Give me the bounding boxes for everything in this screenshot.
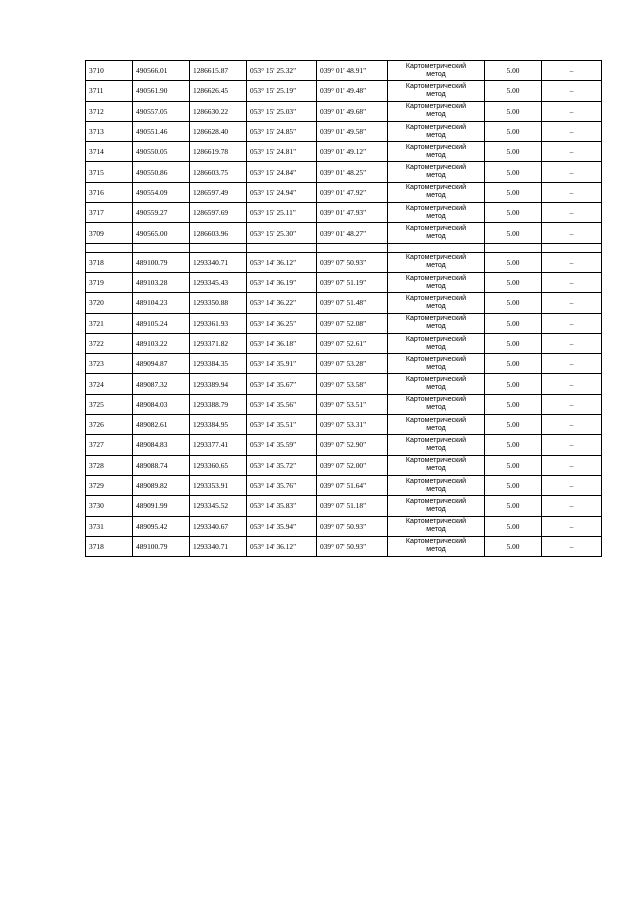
method-label-line1: Картометрический <box>405 416 467 424</box>
point-number-cell: 3730 <box>86 496 133 516</box>
table-row <box>86 415 602 435</box>
method-cell <box>388 223 485 243</box>
longitude-cell: 039° 01' 49.58" <box>317 121 388 141</box>
y-coordinate-cell: 1286597.69 <box>190 203 247 223</box>
table-row <box>86 313 602 333</box>
longitude-cell: 039° 01' 48.25" <box>317 162 388 182</box>
point-number-cell: 3715 <box>86 162 133 182</box>
longitude-cell: 039° 01' 49.68" <box>317 101 388 121</box>
x-coordinate-cell: 490566.01 <box>133 61 190 81</box>
x-coordinate-cell: 489091.99 <box>133 496 190 516</box>
longitude-cell: 039° 07' 51.18" <box>317 496 388 516</box>
empty-cell <box>317 243 388 252</box>
accuracy-cell: 5.00 <box>485 374 542 394</box>
method-cell <box>388 272 485 292</box>
note-cell: – <box>542 374 602 394</box>
latitude-cell: 053° 15' 24.94" <box>247 182 317 202</box>
method-cell <box>388 162 485 182</box>
accuracy-cell: 5.00 <box>485 313 542 333</box>
y-coordinate-cell: 1293340.71 <box>190 536 247 556</box>
latitude-cell: 053° 14' 36.18" <box>247 333 317 353</box>
empty-cell <box>485 243 542 252</box>
method-label-line1: Картометрический <box>405 164 467 172</box>
table-row <box>86 536 602 556</box>
longitude-cell: 039° 01' 47.92" <box>317 182 388 202</box>
method-label-line2: метод <box>426 323 446 331</box>
point-number-cell: 3726 <box>86 415 133 435</box>
note-cell: – <box>542 101 602 121</box>
latitude-cell: 053° 14' 35.51" <box>247 415 317 435</box>
empty-cell <box>247 243 317 252</box>
latitude-cell: 053° 14' 36.22" <box>247 293 317 313</box>
method-label-line1: Картометрический <box>405 184 467 192</box>
longitude-cell: 039° 07' 53.31" <box>317 415 388 435</box>
method-label-line1: Картометрический <box>405 355 467 363</box>
note-cell: – <box>542 354 602 374</box>
method-cell <box>388 394 485 414</box>
accuracy-cell: 5.00 <box>485 394 542 414</box>
latitude-cell: 053° 14' 36.12" <box>247 252 317 272</box>
table-row <box>86 142 602 162</box>
method-cell <box>388 516 485 536</box>
y-coordinate-cell: 1293389.94 <box>190 374 247 394</box>
x-coordinate-cell: 489088.74 <box>133 455 190 475</box>
method-label-line1: Картометрический <box>405 436 467 444</box>
method-label-line2: метод <box>426 131 446 139</box>
accuracy-cell: 5.00 <box>485 455 542 475</box>
point-number-cell: 3711 <box>86 81 133 101</box>
latitude-cell: 053° 14' 36.12" <box>247 536 317 556</box>
note-cell: – <box>542 496 602 516</box>
point-number-cell: 3721 <box>86 313 133 333</box>
point-number-cell: 3722 <box>86 333 133 353</box>
accuracy-cell: 5.00 <box>485 435 542 455</box>
point-number-cell: 3716 <box>86 182 133 202</box>
point-number-cell: 3717 <box>86 203 133 223</box>
empty-cell <box>190 243 247 252</box>
accuracy-cell: 5.00 <box>485 81 542 101</box>
method-cell <box>388 203 485 223</box>
latitude-cell: 053° 14' 36.25" <box>247 313 317 333</box>
x-coordinate-cell: 490554.09 <box>133 182 190 202</box>
x-coordinate-cell: 490550.86 <box>133 162 190 182</box>
method-label-line2: метод <box>426 343 446 351</box>
table-row <box>86 61 602 81</box>
x-coordinate-cell: 489084.83 <box>133 435 190 455</box>
accuracy-cell: 5.00 <box>485 496 542 516</box>
y-coordinate-cell: 1286597.49 <box>190 182 247 202</box>
accuracy-cell: 5.00 <box>485 333 542 353</box>
note-cell: – <box>542 252 602 272</box>
method-cell <box>388 455 485 475</box>
accuracy-cell: 5.00 <box>485 536 542 556</box>
point-number-cell: 3731 <box>86 516 133 536</box>
longitude-cell: 039° 07' 52.61" <box>317 333 388 353</box>
accuracy-cell: 5.00 <box>485 516 542 536</box>
method-cell <box>388 496 485 516</box>
method-label-line2: метод <box>426 363 446 371</box>
latitude-cell: 053° 14' 36.19" <box>247 272 317 292</box>
note-cell: – <box>542 475 602 495</box>
method-label-line2: метод <box>426 505 446 513</box>
longitude-cell: 039° 07' 50.93" <box>317 536 388 556</box>
point-number-cell: 3718 <box>86 252 133 272</box>
method-cell <box>388 354 485 374</box>
accuracy-cell: 5.00 <box>485 101 542 121</box>
point-number-cell: 3714 <box>86 142 133 162</box>
longitude-cell: 039° 01' 48.27" <box>317 223 388 243</box>
longitude-cell: 039° 07' 50.93" <box>317 516 388 536</box>
note-cell: – <box>542 182 602 202</box>
method-label-line1: Картометрический <box>405 143 467 151</box>
method-label-line2: метод <box>426 70 446 78</box>
method-cell <box>388 313 485 333</box>
x-coordinate-cell: 490559.27 <box>133 203 190 223</box>
latitude-cell: 053° 15' 24.84" <box>247 162 317 182</box>
y-coordinate-cell: 1293350.88 <box>190 293 247 313</box>
method-label-line1: Картометрический <box>405 82 467 90</box>
point-number-cell: 3729 <box>86 475 133 495</box>
x-coordinate-cell: 489104.23 <box>133 293 190 313</box>
longitude-cell: 039° 07' 53.28" <box>317 354 388 374</box>
y-coordinate-cell: 1293371.82 <box>190 333 247 353</box>
method-label-line2: метод <box>426 302 446 310</box>
empty-cell <box>86 243 133 252</box>
accuracy-cell: 5.00 <box>485 203 542 223</box>
method-cell <box>388 435 485 455</box>
accuracy-cell: 5.00 <box>485 223 542 243</box>
longitude-cell: 039° 01' 49.12" <box>317 142 388 162</box>
table-row <box>86 272 602 292</box>
empty-cell <box>388 243 485 252</box>
point-number-cell: 3725 <box>86 394 133 414</box>
latitude-cell: 053° 15' 25.03" <box>247 101 317 121</box>
note-cell: – <box>542 435 602 455</box>
table-row <box>86 333 602 353</box>
accuracy-cell: 5.00 <box>485 475 542 495</box>
method-label-line1: Картометрический <box>405 538 467 546</box>
note-cell: – <box>542 516 602 536</box>
note-cell: – <box>542 272 602 292</box>
accuracy-cell: 5.00 <box>485 182 542 202</box>
latitude-cell: 053° 15' 25.30" <box>247 223 317 243</box>
method-cell <box>388 333 485 353</box>
method-cell <box>388 293 485 313</box>
accuracy-cell: 5.00 <box>485 142 542 162</box>
table-row <box>86 293 602 313</box>
longitude-cell: 039° 07' 51.64" <box>317 475 388 495</box>
method-cell <box>388 121 485 141</box>
table-row <box>86 252 602 272</box>
table-row <box>86 354 602 374</box>
y-coordinate-cell: 1286619.78 <box>190 142 247 162</box>
longitude-cell: 039° 07' 52.00" <box>317 455 388 475</box>
empty-cell <box>133 243 190 252</box>
point-number-cell: 3709 <box>86 223 133 243</box>
method-label-line2: метод <box>426 424 446 432</box>
method-label-line2: метод <box>426 172 446 180</box>
method-label-line2: метод <box>426 384 446 392</box>
method-label-line1: Картометрический <box>405 477 467 485</box>
method-label-line2: метод <box>426 465 446 473</box>
table-body <box>86 61 602 557</box>
y-coordinate-cell: 1293388.79 <box>190 394 247 414</box>
longitude-cell: 039° 07' 52.90" <box>317 435 388 455</box>
x-coordinate-cell: 489087.32 <box>133 374 190 394</box>
method-label-line2: метод <box>426 444 446 452</box>
table-row <box>86 121 602 141</box>
x-coordinate-cell: 489103.28 <box>133 272 190 292</box>
point-number-cell: 3710 <box>86 61 133 81</box>
y-coordinate-cell: 1286603.75 <box>190 162 247 182</box>
table-spacer-row <box>86 243 602 252</box>
y-coordinate-cell: 1293353.91 <box>190 475 247 495</box>
table-row <box>86 496 602 516</box>
x-coordinate-cell: 490557.05 <box>133 101 190 121</box>
coordinates-table <box>85 60 602 557</box>
accuracy-cell: 5.00 <box>485 354 542 374</box>
y-coordinate-cell: 1286630.22 <box>190 101 247 121</box>
note-cell: – <box>542 81 602 101</box>
table-row <box>86 81 602 101</box>
method-label-line1: Картометрический <box>405 376 467 384</box>
note-cell: – <box>542 394 602 414</box>
y-coordinate-cell: 1293340.71 <box>190 252 247 272</box>
latitude-cell: 053° 14' 35.59" <box>247 435 317 455</box>
table-row <box>86 162 602 182</box>
longitude-cell: 039° 07' 50.93" <box>317 252 388 272</box>
method-cell <box>388 101 485 121</box>
x-coordinate-cell: 490551.46 <box>133 121 190 141</box>
x-coordinate-cell: 489084.03 <box>133 394 190 414</box>
method-cell <box>388 142 485 162</box>
point-number-cell: 3728 <box>86 455 133 475</box>
latitude-cell: 053° 14' 35.67" <box>247 374 317 394</box>
note-cell: – <box>542 313 602 333</box>
y-coordinate-cell: 1286628.40 <box>190 121 247 141</box>
y-coordinate-cell: 1286615.87 <box>190 61 247 81</box>
method-label-line1: Картометрический <box>405 204 467 212</box>
method-label-line1: Картометрический <box>405 335 467 343</box>
latitude-cell: 053° 14' 35.56" <box>247 394 317 414</box>
method-label-line2: метод <box>426 233 446 241</box>
accuracy-cell: 5.00 <box>485 162 542 182</box>
table-row <box>86 203 602 223</box>
method-label-line1: Картометрический <box>405 518 467 526</box>
method-cell <box>388 252 485 272</box>
y-coordinate-cell: 1293377.41 <box>190 435 247 455</box>
accuracy-cell: 5.00 <box>485 252 542 272</box>
point-number-cell: 3720 <box>86 293 133 313</box>
note-cell: – <box>542 203 602 223</box>
latitude-cell: 053° 14' 35.72" <box>247 455 317 475</box>
x-coordinate-cell: 489089.82 <box>133 475 190 495</box>
method-label-line1: Картометрический <box>405 497 467 505</box>
method-label-line1: Картометрический <box>405 315 467 323</box>
longitude-cell: 039° 01' 47.93" <box>317 203 388 223</box>
note-cell: – <box>542 333 602 353</box>
method-label-line2: метод <box>426 404 446 412</box>
point-number-cell: 3718 <box>86 536 133 556</box>
accuracy-cell: 5.00 <box>485 61 542 81</box>
x-coordinate-cell: 490565.00 <box>133 223 190 243</box>
x-coordinate-cell: 489100.79 <box>133 536 190 556</box>
table-row <box>86 374 602 394</box>
method-cell <box>388 536 485 556</box>
table-row <box>86 475 602 495</box>
method-label-line2: метод <box>426 262 446 270</box>
note-cell: – <box>542 142 602 162</box>
method-cell <box>388 415 485 435</box>
note-cell: – <box>542 293 602 313</box>
note-cell: – <box>542 536 602 556</box>
y-coordinate-cell: 1293384.95 <box>190 415 247 435</box>
latitude-cell: 053° 14' 35.91" <box>247 354 317 374</box>
latitude-cell: 053° 15' 25.32" <box>247 61 317 81</box>
latitude-cell: 053° 15' 24.85" <box>247 121 317 141</box>
method-label-line1: Картометрический <box>405 225 467 233</box>
latitude-cell: 053° 14' 35.76" <box>247 475 317 495</box>
accuracy-cell: 5.00 <box>485 121 542 141</box>
table-row <box>86 182 602 202</box>
method-label-line2: метод <box>426 212 446 220</box>
longitude-cell: 039° 01' 48.91" <box>317 61 388 81</box>
accuracy-cell: 5.00 <box>485 272 542 292</box>
y-coordinate-cell: 1293360.65 <box>190 455 247 475</box>
method-label-line1: Картометрический <box>405 294 467 302</box>
method-label-line1: Картометрический <box>405 396 467 404</box>
point-number-cell: 3719 <box>86 272 133 292</box>
point-number-cell: 3724 <box>86 374 133 394</box>
method-label-line2: метод <box>426 485 446 493</box>
longitude-cell: 039° 07' 53.51" <box>317 394 388 414</box>
longitude-cell: 039° 07' 52.08" <box>317 313 388 333</box>
longitude-cell: 039° 07' 51.48" <box>317 293 388 313</box>
method-label-line2: метод <box>426 526 446 534</box>
latitude-cell: 053° 15' 25.19" <box>247 81 317 101</box>
note-cell: – <box>542 121 602 141</box>
longitude-cell: 039° 07' 51.19" <box>317 272 388 292</box>
method-label-line2: метод <box>426 282 446 290</box>
latitude-cell: 053° 15' 25.11" <box>247 203 317 223</box>
y-coordinate-cell: 1286603.96 <box>190 223 247 243</box>
empty-cell <box>542 243 602 252</box>
method-label-line1: Картометрический <box>405 103 467 111</box>
method-label-line2: метод <box>426 546 446 554</box>
latitude-cell: 053° 15' 24.81" <box>247 142 317 162</box>
accuracy-cell: 5.00 <box>485 415 542 435</box>
note-cell: – <box>542 223 602 243</box>
method-cell <box>388 182 485 202</box>
note-cell: – <box>542 162 602 182</box>
method-cell <box>388 81 485 101</box>
table-row <box>86 394 602 414</box>
x-coordinate-cell: 489103.22 <box>133 333 190 353</box>
y-coordinate-cell: 1293340.67 <box>190 516 247 536</box>
method-label-line1: Картометрический <box>405 274 467 282</box>
y-coordinate-cell: 1286626.45 <box>190 81 247 101</box>
x-coordinate-cell: 489095.42 <box>133 516 190 536</box>
x-coordinate-cell: 489100.79 <box>133 252 190 272</box>
table-row <box>86 435 602 455</box>
note-cell: – <box>542 61 602 81</box>
method-cell <box>388 475 485 495</box>
method-label-line1: Картометрический <box>405 62 467 70</box>
longitude-cell: 039° 07' 53.58" <box>317 374 388 394</box>
table-row <box>86 516 602 536</box>
method-label-line2: метод <box>426 90 446 98</box>
point-number-cell: 3712 <box>86 101 133 121</box>
note-cell: – <box>542 415 602 435</box>
table-row <box>86 223 602 243</box>
x-coordinate-cell: 490561.90 <box>133 81 190 101</box>
method-label-line2: метод <box>426 111 446 119</box>
note-cell: – <box>542 455 602 475</box>
table-row <box>86 101 602 121</box>
point-number-cell: 3727 <box>86 435 133 455</box>
method-label-line1: Картометрический <box>405 254 467 262</box>
y-coordinate-cell: 1293361.93 <box>190 313 247 333</box>
latitude-cell: 053° 14' 35.83" <box>247 496 317 516</box>
latitude-cell: 053° 14' 35.94" <box>247 516 317 536</box>
x-coordinate-cell: 490550.05 <box>133 142 190 162</box>
table-row <box>86 455 602 475</box>
method-cell <box>388 61 485 81</box>
accuracy-cell: 5.00 <box>485 293 542 313</box>
x-coordinate-cell: 489082.61 <box>133 415 190 435</box>
method-label-line2: метод <box>426 151 446 159</box>
method-label-line2: метод <box>426 192 446 200</box>
y-coordinate-cell: 1293345.52 <box>190 496 247 516</box>
point-number-cell: 3713 <box>86 121 133 141</box>
y-coordinate-cell: 1293345.43 <box>190 272 247 292</box>
longitude-cell: 039° 01' 49.48" <box>317 81 388 101</box>
x-coordinate-cell: 489094.87 <box>133 354 190 374</box>
point-number-cell: 3723 <box>86 354 133 374</box>
method-label-line1: Картометрический <box>405 123 467 131</box>
x-coordinate-cell: 489105.24 <box>133 313 190 333</box>
method-cell <box>388 374 485 394</box>
method-label-line1: Картометрический <box>405 457 467 465</box>
y-coordinate-cell: 1293384.35 <box>190 354 247 374</box>
